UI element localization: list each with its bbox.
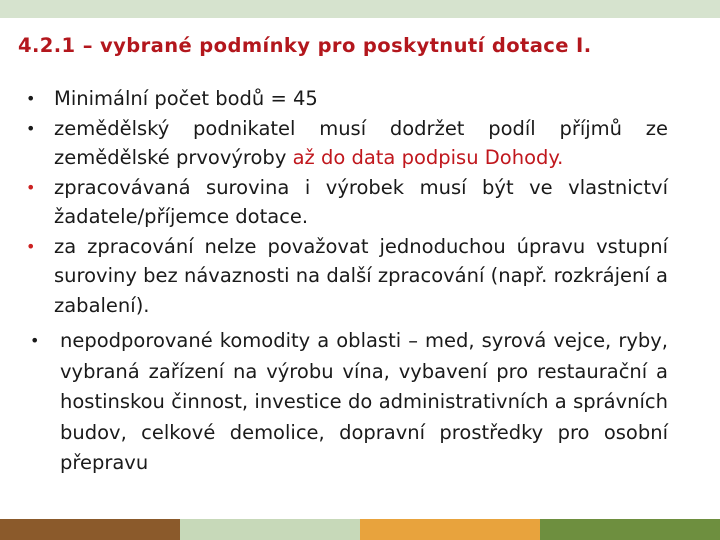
- bullet-item-ownership: [0, 173, 720, 232]
- bullet-item-processing: [0, 232, 720, 321]
- bullet-list: [0, 84, 720, 479]
- slide-title: 4.2.1 – vybrané podmínky pro poskytnutí dotace I.: [18, 34, 592, 57]
- bullet-text: Minimální počet bodů = 45: [54, 87, 318, 110]
- bottom-bar-segment: [360, 519, 540, 540]
- bullet-text: za zpracování nelze považovat jednoduchou úpravu vstupní suroviny bez návaznosti na další zpracování (např. rozkrájení a zabalení).: [54, 234, 668, 317]
- bullet-icon: •: [26, 177, 36, 197]
- bullet-text: zpracovávaná surovina i výrobek musí být ve vlastnictví žadatele/příjemce dotace.: [54, 175, 668, 228]
- highlighted-text: až do data podpisu Dohody.: [292, 146, 564, 169]
- bullet-icon: •: [26, 89, 36, 108]
- bullet-icon: •: [26, 118, 36, 138]
- bullet-text: [54, 114, 668, 173]
- bottom-bar-segment: [180, 519, 360, 540]
- bullet-icon: •: [26, 236, 36, 256]
- bullet-item-income-share: [0, 114, 720, 173]
- bottom-bar-segment: [540, 519, 720, 540]
- top-decor-band: [0, 0, 720, 18]
- bullet-item-min-points: [0, 84, 720, 114]
- bottom-decor-bar: [0, 519, 720, 540]
- bullet-item-unsupported: [0, 326, 720, 479]
- bullet-text: nepodporované komodity a oblasti – med, syrová vejce, ryby, vybraná zařízení na výrobu vína, vybavení pro restaurační a hostinskou činnost, investice do administrativních a správních budov, celkové demolice, dopravní prostředky pro osobní přepravu: [60, 329, 668, 474]
- bullet-icon: •: [30, 331, 40, 350]
- bullet-text-main: zemědělský podnikatel musí dodržet podíl příjmů ze zemědělské prvovýroby: [54, 116, 668, 169]
- bottom-bar-segment: [0, 519, 180, 540]
